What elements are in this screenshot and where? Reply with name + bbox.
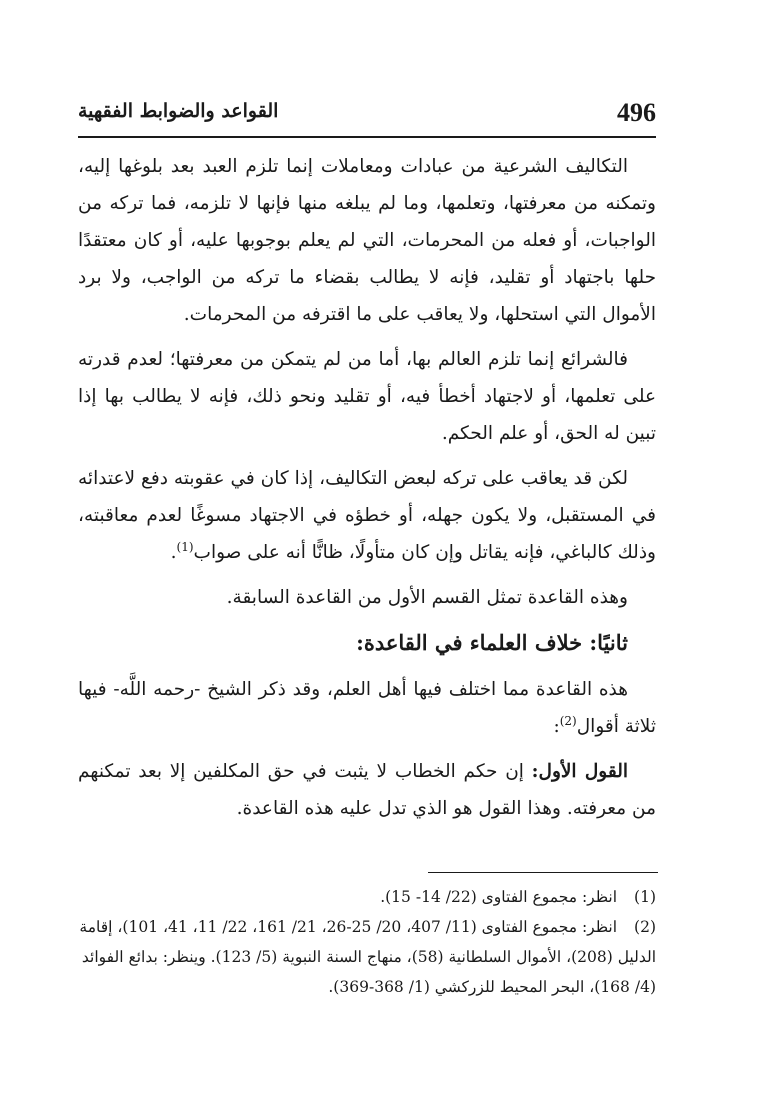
footnote-2-number: (2)	[634, 918, 656, 936]
first-opinion-label: القول الأول:	[531, 761, 628, 782]
footnote-separator	[428, 872, 658, 873]
page-header	[78, 96, 656, 138]
paragraph-4: وهذه القاعدة تمثل القسم الأول من القاعدة السابقة.	[226, 587, 628, 608]
footnote-1-number: (1)	[634, 888, 656, 906]
footnotes	[78, 882, 656, 1002]
page-number: 496	[617, 98, 656, 127]
paragraph-5-text: هذه القاعدة مما اختلف فيها أهل العلم، وقد ذكر الشيخ -رحمه اللَّه- فيها ثلاثة أقوال	[78, 679, 656, 737]
paragraph-3	[78, 460, 656, 571]
section-heading: ثانيًا: خلاف العلماء في القاعدة:	[356, 630, 628, 655]
paragraph-1: التكاليف الشرعية من عبادات ومعاملات إنما تلزم العبد بعد بلوغها إليه، وتمكنه من معرفتها، وتعلمها، وما لم يبلغه منها فإنها لا تلزمه، فما تركه من الواجبات، أو فعله من المحرمات، التي لم يعلم بوجوبها عليه، أو كان معتقدًا حلها باجتهاد أو تقليد، فإنه لا يطالب بقضاء ما تركه من الواجب، ولا برد الأموال التي استحلها، ولا يعاقب على ما اقترفه من المحرمات.	[78, 156, 656, 325]
footnote-1	[78, 882, 656, 912]
paragraph-2: فالشرائع إنما تلزم العالم بها، أما من لم يتمكن من معرفتها؛ لعدم قدرته على تعلمها، أو لاجتهاد أخطأ فيه، أو تقليد ونحو ذلك، فإنه لا يطالب بها إذا تبين له الحق، أو علم الحكم.	[78, 349, 656, 444]
paragraph-6-text: إن حكم الخطاب لا يثبت في حق المكلفين إلا بعد تمكنهم من معرفته. وهذا القول هو الذي تدل عليه هذه القاعدة.	[78, 761, 656, 819]
paragraph-3-end: .	[170, 542, 177, 563]
paragraph-3-text: لكن قد يعاقب على تركه لبعض التكاليف، إذا كان في عقوبته دفع لاعتدائه في المستقبل، ولا يكون جهله، أو خطؤه في الاجتهاد مسوغًا لعدم معاقبته، وذلك كالباغي، فإنه يقاتل وإن كان متأولًا، ظانًّا أنه على صواب	[78, 468, 656, 563]
running-title: القواعد والضوابط الفقهية	[78, 100, 279, 122]
footnote-2-continuation: إقامة الدليل (208)، الأموال السلطانية (58)، منهاج السنة النبوية (5/ 123). وينظر: بدائع الفوائد (4/ 168)، البحر المحيط للزركشي (1/ 368-369).	[79, 918, 656, 996]
paragraph-6	[78, 753, 656, 827]
page-body	[78, 148, 656, 835]
paragraph-5-end: :	[553, 716, 560, 737]
footnote-ref-1: (1)	[176, 539, 194, 554]
footnote-2-text: انظر: مجموع الفتاوى (11/ 407، 20/ 25-26، 21/ 161، 22/ 11، 41، 101)،	[117, 918, 618, 936]
paragraph-5	[78, 671, 656, 745]
footnote-ref-2: (2)	[559, 713, 577, 728]
footnote-2	[78, 912, 656, 1002]
footnote-1-text: انظر: مجموع الفتاوى (22/ 14- 15).	[380, 888, 618, 906]
